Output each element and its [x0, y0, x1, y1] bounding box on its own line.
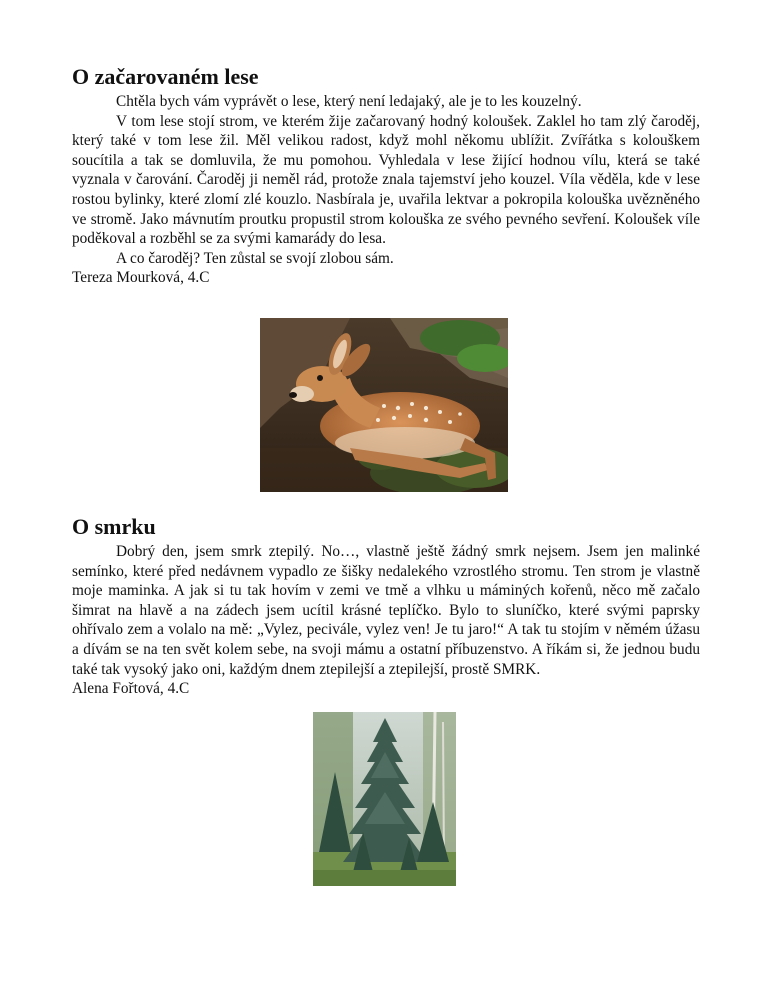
story-2-paragraph-1: Dobrý den, jsem smrk ztepilý. No…, vlastně ještě žádný smrk nejsem. Jsem jen malinké semínko, které před nedávnem vypadlo ze šišky nedalekého vzrostlého stromu. Ten strom je vlastně moje maminka. A jak si tu tak hovím v zemi ve tmě a vlhku u máminých kořenů, něco mě začalo šimrat na hlavě a na zádech jsem ucítil krásné teplíčko. Bylo to sluníčko, které svými paprsky ohřívalo zem a volalo na mě: „Vylez, pecivále, vylez ven! Je tu jaro!“ A tak tu stojím v němém úžasu a dívám se na ten svět kolem sebe, na svoji mámu a ostatní příbuzenstvo. A říkám si, že jednou budu také tak vysoký jako oni, každým dnem ztepilejší a ztepilejší, prostě SMRK. — [72, 543, 700, 678]
spruce-photo — [313, 712, 456, 886]
story-2-title: O smrku — [72, 514, 156, 539]
fawn-illustration — [260, 318, 508, 492]
story-2 — [72, 512, 700, 699]
story-1-title: O začarovaném lese — [72, 64, 259, 89]
spruce-illustration — [313, 712, 456, 886]
story-1-paragraph-1: Chtěla bych vám vyprávět o lese, který není ledajaký, ale je to les kouzelný. — [116, 93, 582, 110]
story-1-paragraph-2: V tom lese stojí strom, ve kterém žije začarovaný hodný koloušek. Zaklel ho tam zlý čaroděj, který také v tom lese žil. Měl velikou radost, když mohl někomu ublížit. Zvířátka s kolouškem soucítila a tak se domluvila, že mu pomohou. Vyhledala v lese žijící hodnou vílu, která se také vyznala v čarování. Čaroděj ji neměl rád, protože znala tajemství jeho kouzel. Víla věděla, kde v lese rostou bylinky, které zlomí zlé kouzlo. Nasbírala je, uvařila lektvar a pokropila kolouška uvězněného ve stromě. Jako mávnutím proutku propustil strom kolouška ze svého pevného sevření. Koloušek víle poděkoval a rozběhl se za svými kamarády do lesa. — [72, 112, 700, 248]
story-2-author: Alena Fořtová, 4.C — [72, 680, 190, 698]
story-1-paragraph-3: A co čaroděj? Ten zůstal se svojí zlobou sám. — [116, 249, 394, 267]
story-1-author: Tereza Mourková, 4.C — [72, 269, 210, 287]
fawn-photo — [260, 318, 508, 492]
story-1 — [72, 62, 700, 288]
